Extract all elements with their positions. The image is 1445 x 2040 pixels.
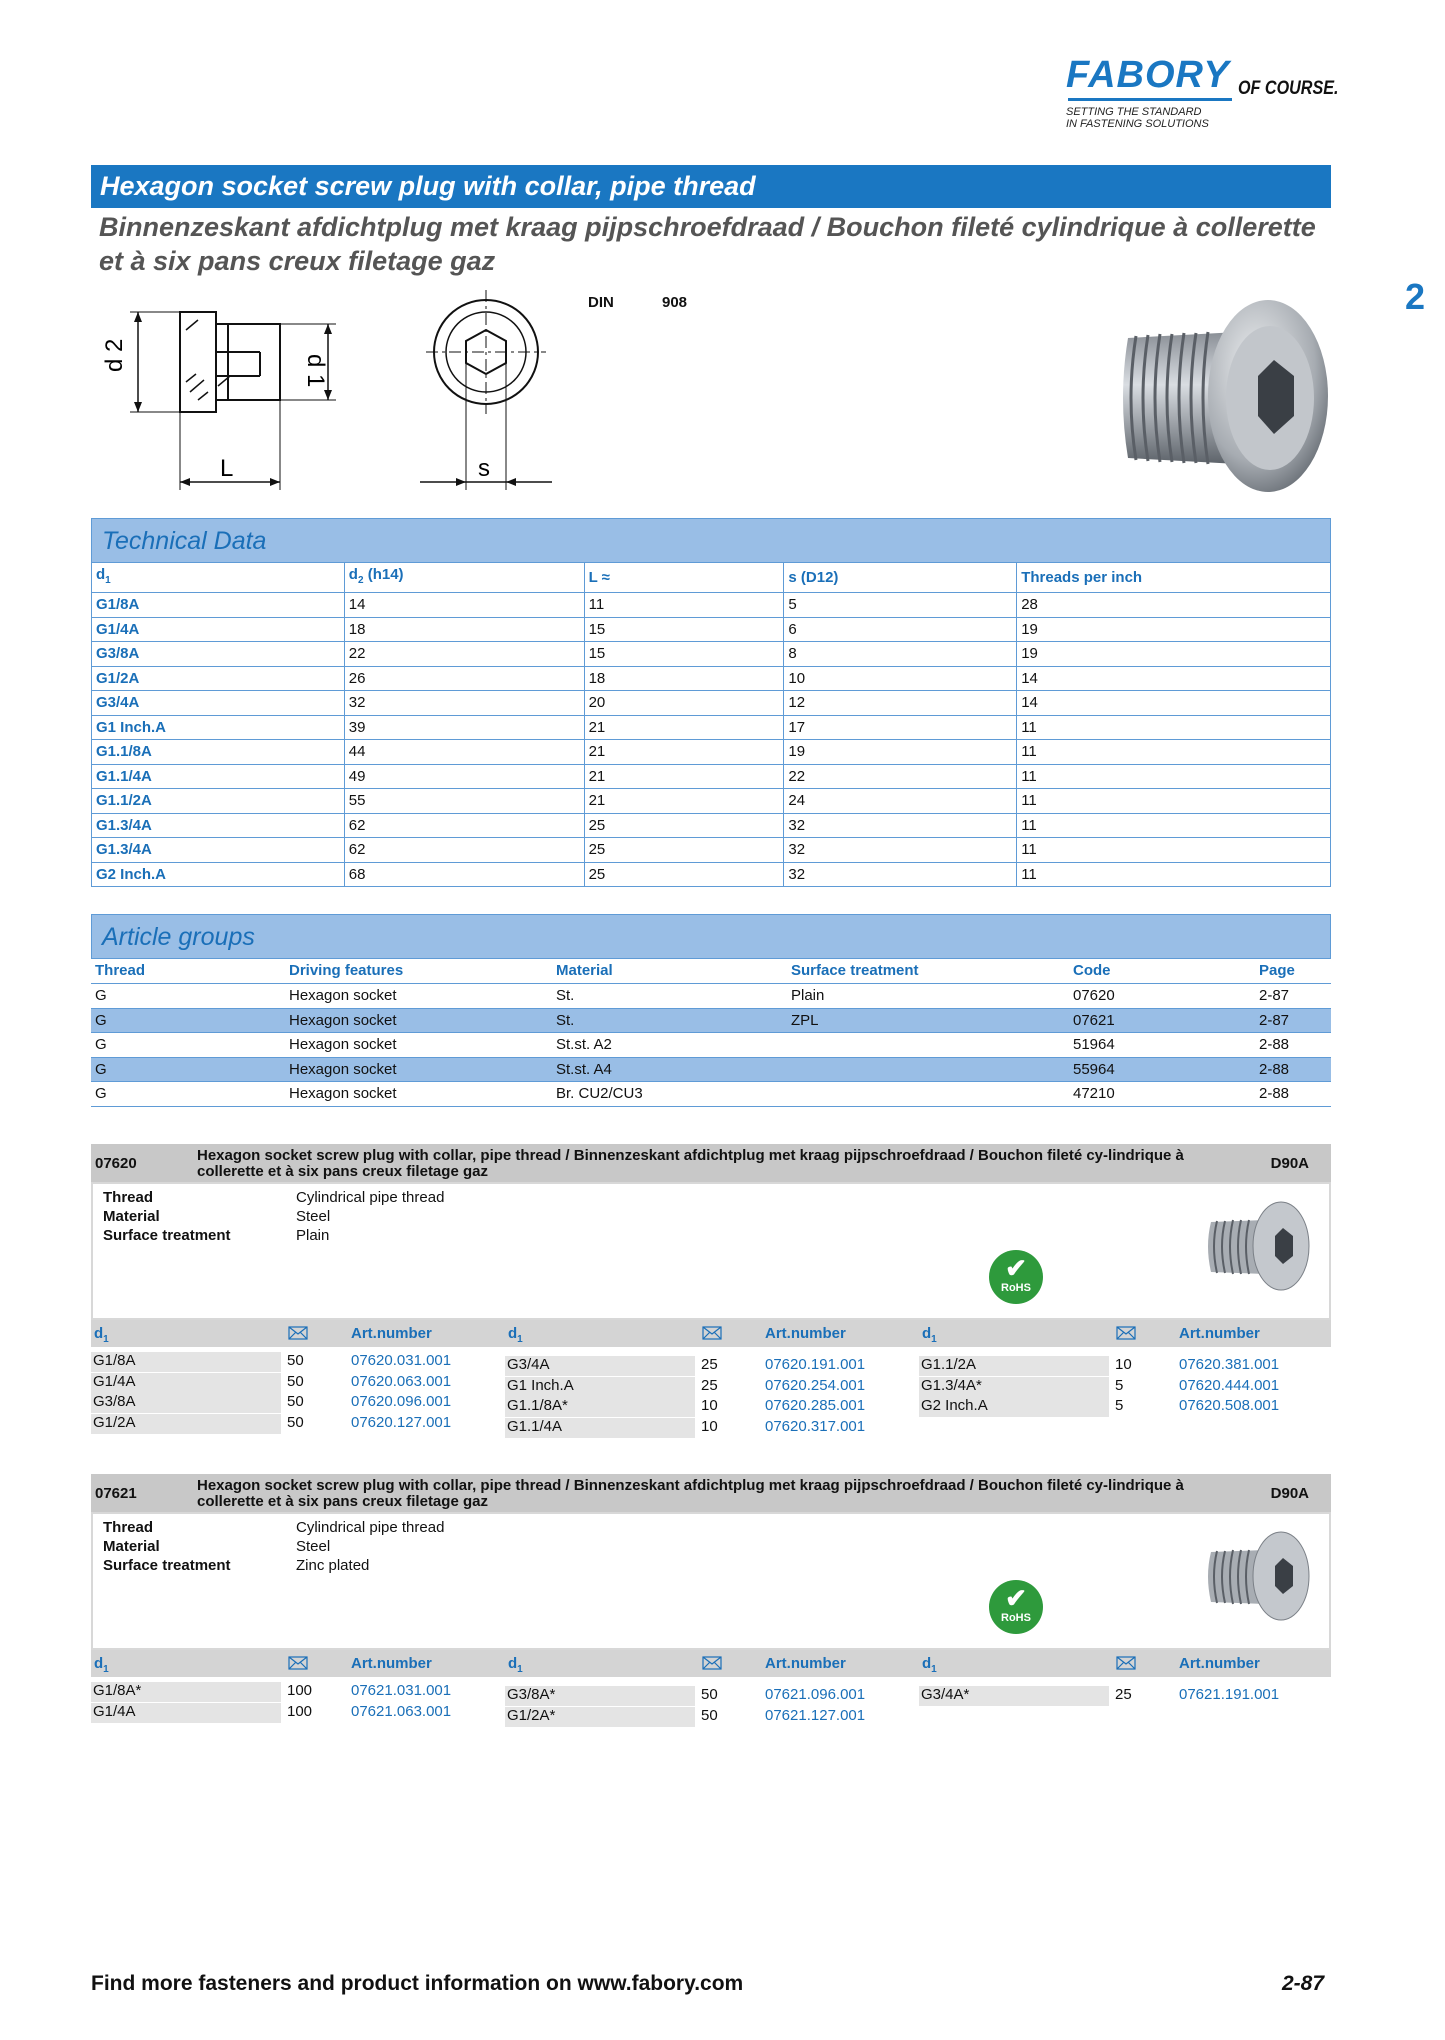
- article-number-link[interactable]: 07620.444.001: [1179, 1376, 1280, 1394]
- table-row: [92, 740, 1331, 765]
- table-cell: St.st. A4: [552, 1057, 787, 1082]
- article-size: G3/8A: [91, 1393, 281, 1413]
- rohs-label: RoHS: [1001, 1282, 1031, 1294]
- table-row: [92, 764, 1331, 789]
- header-art-number: Art.number: [765, 1655, 846, 1672]
- table-cell: 32: [344, 691, 584, 716]
- article-size: G3/4A: [505, 1356, 695, 1376]
- table-cell: 55964: [1069, 1057, 1255, 1082]
- article-quantity: 10: [701, 1417, 718, 1435]
- table-cell: 39: [344, 715, 584, 740]
- rohs-check-icon: ✔: [1005, 1583, 1027, 1613]
- table-cell: 10: [784, 666, 1017, 691]
- table-cell: G3/4A: [92, 691, 345, 716]
- product-thumbnail: [1203, 1196, 1313, 1296]
- article-size: G1/8A*: [91, 1682, 281, 1702]
- table-cell: 11: [1017, 789, 1331, 814]
- label-s: s: [478, 455, 490, 482]
- table-cell: 11: [1017, 764, 1331, 789]
- attribute-label: Thread: [103, 1519, 154, 1536]
- article-number-link[interactable]: 07620.031.001: [351, 1352, 452, 1369]
- header-d1: $d_1$: [94, 1655, 109, 1675]
- table-row[interactable]: [91, 984, 1331, 1009]
- table-cell: [787, 1082, 1069, 1107]
- article-quantity: 50: [287, 1413, 304, 1431]
- table-cell: 19: [784, 740, 1017, 765]
- product-thumbnail: [1203, 1526, 1313, 1626]
- col-surface: Surface treatment: [787, 958, 1069, 984]
- fabory-logo: [1066, 54, 1366, 134]
- article-size: G1/2A*: [505, 1707, 695, 1727]
- header-art-number: Art.number: [1179, 1655, 1260, 1672]
- product-tag: D90A: [1270, 1155, 1309, 1172]
- page-title: Hexagon socket screw plug with collar, pipe thread: [91, 165, 1331, 208]
- table-cell: 14: [1017, 666, 1331, 691]
- header-art-number: Art.number: [351, 1325, 432, 1342]
- article-number-link[interactable]: 07621.191.001: [1179, 1686, 1280, 1703]
- table-cell: G1 Inch.A: [92, 715, 345, 740]
- attribute-label: Thread: [103, 1189, 154, 1206]
- article-size: G1/2A: [91, 1414, 281, 1434]
- product-header: [91, 1474, 1331, 1512]
- table-cell: G3/8A: [92, 642, 345, 667]
- attribute-value: Steel: [296, 1208, 331, 1225]
- product-details: [91, 1512, 1331, 1650]
- table-cell: 19: [1017, 642, 1331, 667]
- header-d1: $d_1$: [508, 1325, 523, 1345]
- package-quantity-icon: [702, 1656, 722, 1670]
- din-label: DIN: [588, 294, 614, 311]
- table-cell: 21: [584, 715, 784, 740]
- col-d2: $d_2$ (h14): [344, 563, 584, 593]
- product-attribute: [103, 1188, 444, 1207]
- article-number-link[interactable]: 07621.127.001: [765, 1706, 866, 1724]
- article-quantity: 25: [701, 1356, 718, 1373]
- product-photo: [1118, 288, 1328, 500]
- logo-underline: [1068, 98, 1232, 101]
- table-cell: 55: [344, 789, 584, 814]
- table-cell: 19: [1017, 617, 1331, 642]
- package-quantity-icon: [1116, 1326, 1136, 1340]
- table-cell: 25: [584, 838, 784, 863]
- header-art-number: Art.number: [351, 1655, 432, 1672]
- table-cell: 22: [784, 764, 1017, 789]
- article-quantity: 100: [287, 1702, 313, 1720]
- table-header-row: [92, 563, 1331, 593]
- label-d2: d 2: [101, 338, 128, 372]
- attribute-value: Zinc plated: [296, 1557, 370, 1574]
- table-cell: G1.3/4A: [92, 813, 345, 838]
- table-cell: G1/8A: [92, 593, 345, 618]
- table-cell: St.: [552, 984, 787, 1009]
- table-cell: 32: [784, 813, 1017, 838]
- col-d1: $d_1$: [92, 563, 345, 593]
- table-cell: St.st. A2: [552, 1033, 787, 1058]
- table-cell: 07621: [1069, 1008, 1255, 1033]
- table-row: [92, 813, 1331, 838]
- table-cell: 07620: [1069, 984, 1255, 1009]
- table-cell: 28: [1017, 593, 1331, 618]
- article-number-link[interactable]: 07621.063.001: [351, 1702, 452, 1720]
- header-d1: $d_1$: [94, 1325, 109, 1345]
- logo-tagline-2: IN FASTENING SOLUTIONS: [1066, 118, 1209, 130]
- logo-tagline: [1066, 106, 1209, 130]
- table-cell: 20: [584, 691, 784, 716]
- article-quantity: 50: [287, 1372, 304, 1390]
- table-row: [92, 862, 1331, 887]
- attribute-value: Cylindrical pipe thread: [296, 1519, 445, 1536]
- table-cell: G: [91, 1033, 285, 1058]
- package-quantity-icon: [288, 1326, 308, 1340]
- table-cell: [787, 1057, 1069, 1082]
- article-quantity: 50: [287, 1352, 304, 1369]
- din-value: 908: [662, 294, 688, 311]
- article-size: G1.3/4A*: [919, 1377, 1109, 1397]
- attribute-label: Surface treatment: [103, 1227, 231, 1244]
- product-code: 07620: [95, 1155, 137, 1172]
- article-list-header: [91, 1320, 1331, 1347]
- article-quantity: 10: [1115, 1356, 1132, 1373]
- table-row: [92, 691, 1331, 716]
- article-quantity: 5: [1115, 1397, 1124, 1414]
- article-number-link[interactable]: 07620.508.001: [1179, 1397, 1280, 1414]
- table-cell: 68: [344, 862, 584, 887]
- table-cell: Hexagon socket: [285, 1008, 552, 1033]
- table-cell: G: [91, 1082, 285, 1107]
- article-number-link[interactable]: 07621.031.001: [351, 1682, 452, 1699]
- table-row: [92, 838, 1331, 863]
- product-tag: D90A: [1270, 1485, 1309, 1502]
- table-cell: G1/4A: [92, 617, 345, 642]
- table-cell: Hexagon socket: [285, 1082, 552, 1107]
- table-cell: 62: [344, 838, 584, 863]
- article-size: G1/4A: [91, 1703, 281, 1723]
- table-row: [92, 617, 1331, 642]
- article-size: G1.1/8A*: [505, 1397, 695, 1417]
- table-cell: 2-88: [1255, 1082, 1331, 1107]
- table-cell: 11: [1017, 813, 1331, 838]
- table-cell: 14: [1017, 691, 1331, 716]
- logo-brand: FABORY: [1066, 54, 1230, 96]
- attribute-label: Material: [103, 1208, 160, 1225]
- rohs-badge: [989, 1250, 1043, 1304]
- table-row[interactable]: [91, 1033, 1331, 1058]
- rohs-badge: [989, 1580, 1043, 1634]
- table-row[interactable]: [91, 1082, 1331, 1107]
- article-number-link[interactable]: 07620.381.001: [1179, 1356, 1280, 1373]
- table-cell: 21: [584, 764, 784, 789]
- table-row: [92, 593, 1331, 618]
- col-threads: Threads per inch: [1017, 563, 1331, 593]
- article-size: G2 Inch.A: [919, 1397, 1109, 1417]
- table-cell: G1.1/2A: [92, 789, 345, 814]
- article-number-link[interactable]: 07620.063.001: [351, 1372, 452, 1390]
- article-size: G1/4A: [91, 1373, 281, 1393]
- table-cell: St.: [552, 1008, 787, 1033]
- article-list-header: [91, 1650, 1331, 1677]
- col-material: Material: [552, 958, 787, 984]
- col-driving: Driving features: [285, 958, 552, 984]
- table-row: [92, 715, 1331, 740]
- product-attribute: [103, 1537, 330, 1556]
- rohs-label: RoHS: [1001, 1612, 1031, 1624]
- article-quantity: 5: [1115, 1376, 1124, 1394]
- table-cell: 11: [1017, 715, 1331, 740]
- header-d1: $d_1$: [922, 1655, 937, 1675]
- table-cell: G: [91, 1057, 285, 1082]
- table-cell: 14: [344, 593, 584, 618]
- table-cell: 11: [1017, 862, 1331, 887]
- table-cell: 47210: [1069, 1082, 1255, 1107]
- page-subtitle: Binnenzeskant afdichtplug met kraag pijpschroefdraad / Bouchon fileté cylindrique à collerette et à six pans creux filetage gaz: [99, 212, 1316, 276]
- package-quantity-icon: [1116, 1656, 1136, 1670]
- table-cell: ZPL: [787, 1008, 1069, 1033]
- product-description: Hexagon socket screw plug with collar, pipe thread / Binnenzeskant afdichtplug met kraag pijpschroefdraad / Bouchon fileté cy-lindrique à collerette et à six pans creux filetage gaz: [197, 1477, 1184, 1510]
- article-quantity: 10: [701, 1397, 718, 1414]
- table-row[interactable]: [91, 1008, 1331, 1033]
- table-cell: 6: [784, 617, 1017, 642]
- article-quantity: 25: [1115, 1686, 1132, 1703]
- table-cell: 22: [344, 642, 584, 667]
- product-attribute: [103, 1226, 329, 1245]
- article-quantity: 50: [287, 1393, 304, 1410]
- table-cell: 26: [344, 666, 584, 691]
- table-cell: G1.3/4A: [92, 838, 345, 863]
- technical-data-heading: Technical Data: [91, 518, 1331, 563]
- article-number-link[interactable]: 07620.127.001: [351, 1413, 452, 1431]
- table-cell: G1.1/8A: [92, 740, 345, 765]
- table-row: [92, 666, 1331, 691]
- table-cell: 44: [344, 740, 584, 765]
- package-quantity-icon: [702, 1326, 722, 1340]
- header-art-number: Art.number: [765, 1325, 846, 1342]
- table-cell: G1/2A: [92, 666, 345, 691]
- col-code: Code: [1069, 958, 1255, 984]
- table-cell: 25: [584, 813, 784, 838]
- table-cell: 62: [344, 813, 584, 838]
- product-attribute: [103, 1207, 330, 1226]
- page-number: 2-87: [1282, 1972, 1325, 1995]
- article-number-link[interactable]: 07620.254.001: [765, 1376, 866, 1394]
- table-header-row: [91, 958, 1331, 984]
- article-number-link[interactable]: 07620.285.001: [765, 1397, 866, 1414]
- table-cell: G: [91, 1008, 285, 1033]
- article-groups-heading: Article groups: [91, 914, 1331, 959]
- table-cell: Plain: [787, 984, 1069, 1009]
- article-size: G3/4A*: [919, 1686, 1109, 1706]
- table-row[interactable]: [91, 1057, 1331, 1082]
- table-cell: 11: [1017, 838, 1331, 863]
- attribute-value: Steel: [296, 1538, 331, 1555]
- article-number-link[interactable]: 07620.317.001: [765, 1417, 866, 1435]
- table-cell: Br. CU2/CU3: [552, 1082, 787, 1107]
- attribute-value: Cylindrical pipe thread: [296, 1189, 445, 1206]
- article-groups-table: [91, 958, 1331, 1107]
- article-size: G1.1/4A: [505, 1418, 695, 1438]
- table-cell: 11: [1017, 740, 1331, 765]
- table-cell: 5: [784, 593, 1017, 618]
- header-d1: $d_1$: [922, 1325, 937, 1345]
- table-cell: Hexagon socket: [285, 1033, 552, 1058]
- table-cell: G: [91, 984, 285, 1009]
- product-attribute: [103, 1518, 444, 1537]
- table-row: [92, 642, 1331, 667]
- col-L: L ≈: [584, 563, 784, 593]
- table-cell: 18: [344, 617, 584, 642]
- rohs-check-icon: ✔: [1005, 1253, 1027, 1283]
- table-row: [92, 789, 1331, 814]
- table-cell: 21: [584, 789, 784, 814]
- table-cell: 25: [584, 862, 784, 887]
- table-cell: 17: [784, 715, 1017, 740]
- product-attribute: [103, 1556, 369, 1575]
- article-quantity: 25: [701, 1376, 718, 1394]
- table-cell: 15: [584, 617, 784, 642]
- table-cell: 12: [784, 691, 1017, 716]
- logo-slogan: OF COURSE.: [1238, 78, 1339, 99]
- article-quantity: 50: [701, 1686, 718, 1703]
- product-code: 07621: [95, 1485, 137, 1502]
- table-cell: 32: [784, 838, 1017, 863]
- article-quantity: 50: [701, 1706, 718, 1724]
- table-cell: Hexagon socket: [285, 1057, 552, 1082]
- article-number-link[interactable]: 07621.096.001: [765, 1686, 866, 1703]
- attribute-label: Surface treatment: [103, 1557, 231, 1574]
- col-s: s (D12): [784, 563, 1017, 593]
- logo-tagline-1: SETTING THE STANDARD: [1066, 106, 1202, 118]
- table-cell: 2-87: [1255, 1008, 1331, 1033]
- header-art-number: Art.number: [1179, 1325, 1260, 1342]
- article-number-link[interactable]: 07620.096.001: [351, 1393, 452, 1410]
- article-size: G1/8A: [91, 1352, 281, 1372]
- attribute-value: Plain: [296, 1227, 330, 1244]
- label-L: L: [220, 455, 234, 482]
- table-cell: 51964: [1069, 1033, 1255, 1058]
- product-description: Hexagon socket screw plug with collar, pipe thread / Binnenzeskant afdichtplug met kraag pijpschroefdraad / Bouchon fileté cy-lindrique à collerette et à six pans creux filetage gaz: [197, 1147, 1184, 1180]
- table-cell: 8: [784, 642, 1017, 667]
- table-cell: 15: [584, 642, 784, 667]
- table-cell: 49: [344, 764, 584, 789]
- table-cell: [787, 1033, 1069, 1058]
- product-details: [91, 1182, 1331, 1320]
- product-header: [91, 1144, 1331, 1182]
- article-size: G1 Inch.A: [505, 1377, 695, 1397]
- article-quantity: 100: [287, 1682, 313, 1699]
- label-d1: d 1: [302, 354, 329, 388]
- col-page: Page: [1255, 958, 1331, 984]
- technical-data-table: [91, 562, 1331, 887]
- attribute-label: Material: [103, 1538, 160, 1555]
- table-cell: 2-87: [1255, 984, 1331, 1009]
- article-size: G1.1/2A: [919, 1356, 1109, 1376]
- table-cell: 21: [584, 740, 784, 765]
- article-size: G3/8A*: [505, 1686, 695, 1706]
- table-cell: G1.1/4A: [92, 764, 345, 789]
- table-cell: 32: [784, 862, 1017, 887]
- chapter-number: 2: [1405, 276, 1426, 317]
- table-cell: 11: [584, 593, 784, 618]
- table-cell: 24: [784, 789, 1017, 814]
- header-d1: $d_1$: [508, 1655, 523, 1675]
- technical-drawing: [90, 290, 580, 500]
- article-number-link[interactable]: 07620.191.001: [765, 1356, 866, 1373]
- col-thread: Thread: [91, 958, 285, 984]
- table-cell: Hexagon socket: [285, 984, 552, 1009]
- table-cell: 2-88: [1255, 1057, 1331, 1082]
- footer-text: Find more fasteners and product information on www.fabory.com: [91, 1972, 744, 1995]
- table-cell: 18: [584, 666, 784, 691]
- table-cell: 2-88: [1255, 1033, 1331, 1058]
- package-quantity-icon: [288, 1656, 308, 1670]
- table-cell: G2 Inch.A: [92, 862, 345, 887]
